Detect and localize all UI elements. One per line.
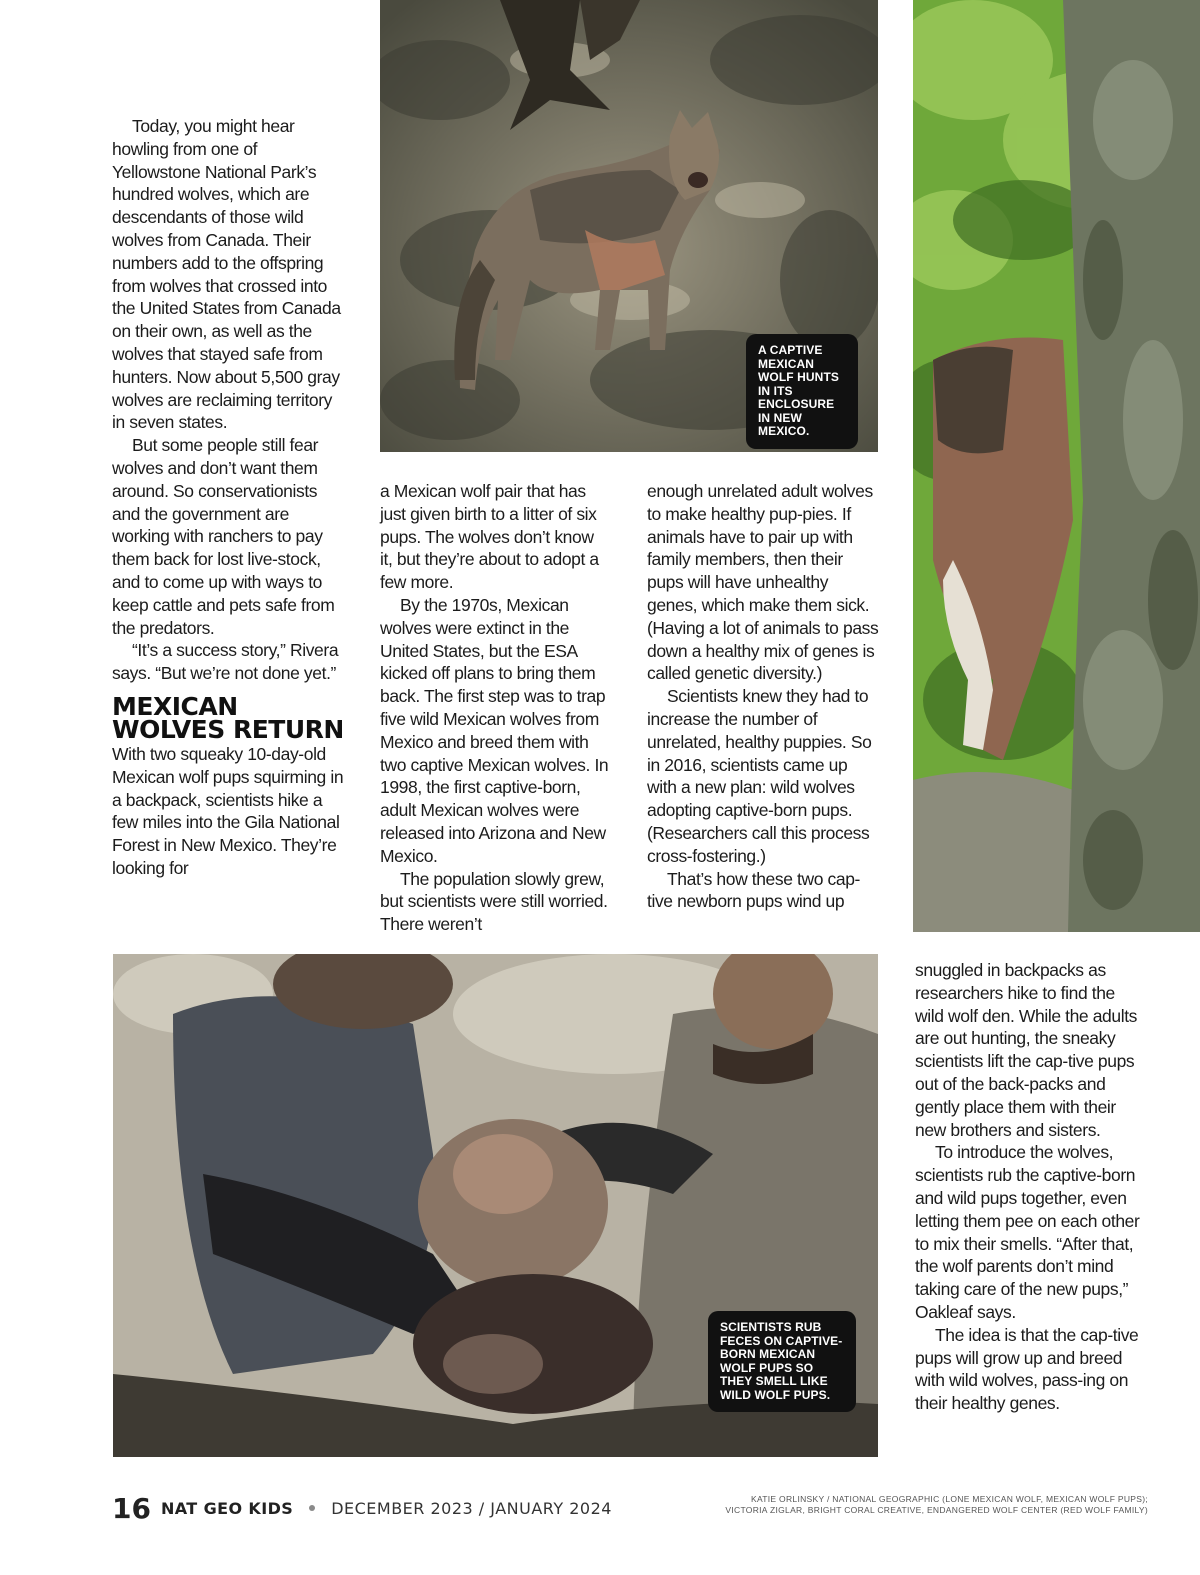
bullet-separator	[309, 1505, 315, 1511]
paragraph: The population slowly grew, but scientists were still worried. There weren’t	[380, 868, 608, 935]
section-heading	[112, 691, 344, 744]
paragraph: Today, you might hear howling from one of Yellowstone National Park’s hundred wolves, which are descendants of those wild wolves from Canada. Their numbers add to the offspring from wolves that crossed into the United States from Canada on their own, as well as the wolves that stayed safe from hunters. Now about 5,500 gray wolves are reclaiming territory in seven states.	[112, 116, 341, 433]
paragraph: snuggled in backpacks as researchers hike to find the wild wolf den. While the adults are out hunting, the sneaky scientists lift the cap-tive pups out of the back-packs and gently place them with their new brothers and sisters.	[915, 960, 1138, 1140]
pups-photo-caption: SCIENTISTS RUB FECES ON CAPTIVE-BORN MEXICAN WOLF PUPS SO THEY SMELL LIKE WILD WOLF PUPS.	[708, 1311, 856, 1412]
article-column-3	[647, 480, 879, 913]
magazine-brand: NAT GEO KIDS	[160, 1498, 294, 1518]
paragraph: That’s how these two cap-tive newborn pups wind up	[647, 868, 860, 912]
paragraph: With two squeaky 10-day-old Mexican wolf pups squirming in a backpack, scientists hike a few miles into the Gila National Forest in New Mexico. They’re looking for	[112, 743, 344, 878]
paragraph: enough unrelated adult wolves to make healthy pup-pies. If animals have to pair up with family members, then their pups will have unhealthy genes, which make them sick. (Having a lot of animals to pass down a healthy mix of genes is called genetic diversity.)	[647, 481, 879, 684]
section-heading-line-1: MEXICAN	[112, 691, 238, 721]
issue-date: DECEMBER 2023 / JANUARY 2024	[331, 1498, 612, 1518]
article-column-2	[380, 480, 610, 936]
article-column-4	[915, 959, 1147, 1415]
page-footer	[112, 1490, 612, 1526]
paragraph: Scientists knew they had to increase the number of unrelated, healthy puppies. So in 2016, scientists came up with a new plan: wild wolves adopting captive-born pups. (Researchers call this process cross-fostering.)	[647, 686, 872, 866]
paragraph: a Mexican wolf pair that has just given birth to a litter of six pups. The wolves don’t know it, but they’re about to adopt a few more.	[380, 481, 599, 593]
paragraph: But some people still fear wolves and don’t want them around. So conservationists and the government are working with ranchers to pay them back for lost live-stock, and to come up with ways to keep cattle and pets safe from the predators.	[112, 435, 335, 638]
photo-credits-line-1: KATIE ORLINSKY / NATIONAL GEOGRAPHIC (LONE MEXICAN WOLF, MEXICAN WOLF PUPS);	[750, 1494, 1148, 1504]
photo-credits-line-2: VICTORIA ZIGLAR, BRIGHT CORAL CREATIVE, ENDANGERED WOLF CENTER (RED WOLF FAMILY)	[725, 1505, 1148, 1515]
section-heading-line-2: WOLVES RETURN	[112, 714, 344, 744]
paragraph: The idea is that the cap-tive pups will grow up and breed with wild wolves, pass-ing on their healthy genes.	[915, 1324, 1139, 1414]
paragraph: “It’s a success story,” Rivera says. “But we’re not done yet.”	[112, 640, 339, 684]
wolf-photo-caption: A CAPTIVE MEXICAN WOLF HUNTS IN ITS ENCLOSURE IN NEW MEXICO.	[746, 334, 858, 449]
photo-credits	[668, 1494, 1148, 1516]
page-number: 16	[112, 1491, 151, 1525]
article-column-1	[112, 115, 344, 880]
forest-wolf-photo-icon	[913, 0, 1200, 932]
paragraph: By the 1970s, Mexican wolves were extinct in the United States, but the ESA kicked off plans to bring them back. The first step was to trap five wild Mexican wolves from Mexico and breed them with two captive Mexican wolves. In 1998, the first captive-born, adult Mexican wolves were released into Arizona and New Mexico.	[380, 594, 609, 866]
forest-wolf-photo	[913, 0, 1200, 932]
paragraph: To introduce the wolves, scientists rub the captive-born and wild pups together, even letting them pee on each other to mix their smells. “After that, the wolf parents don’t mind taking care of the new pups,” Oakleaf says.	[915, 1142, 1140, 1322]
